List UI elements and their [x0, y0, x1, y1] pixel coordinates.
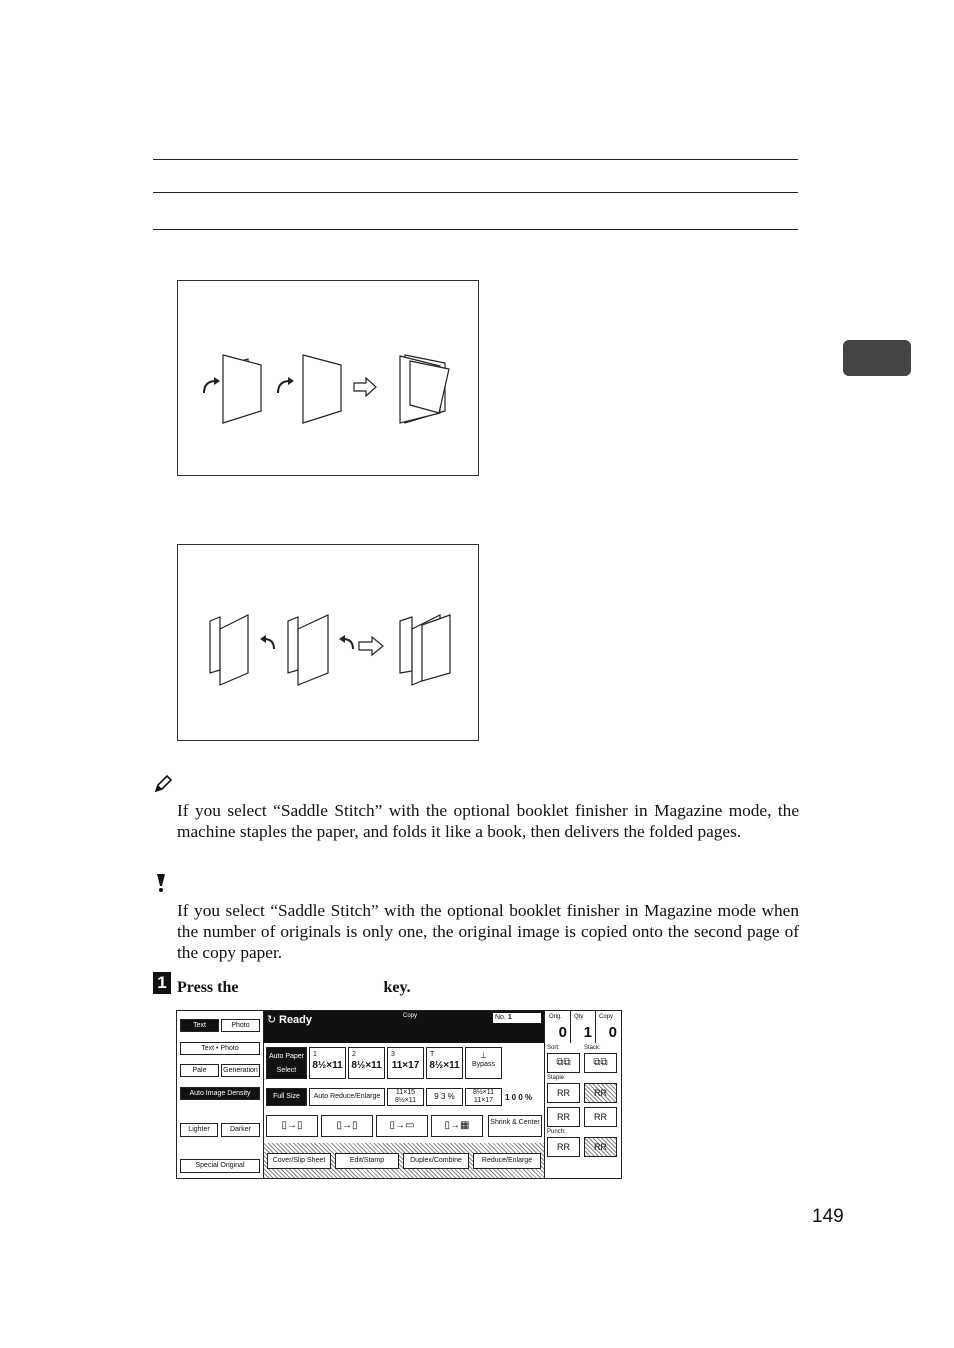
copier-control-panel	[176, 1010, 622, 1179]
header-rule-middle	[153, 192, 798, 193]
tray-1-number: 1	[313, 1051, 317, 1058]
counter-copy-value: 0	[608, 1024, 617, 1041]
shrink-center-key[interactable]: Shrink & Center	[488, 1115, 542, 1137]
duplex-combine-tab[interactable]: Duplex/Combine	[403, 1153, 469, 1169]
illustration-left-opening	[177, 280, 479, 476]
booklet-right-diagram	[178, 545, 478, 740]
counter-qty-value: 1	[583, 1024, 592, 1041]
ratio-8x11-bottom: 11×17	[473, 1097, 494, 1104]
job-number-value: 1	[507, 1014, 512, 1021]
auto-paper-select-key[interactable]: Auto Paper Select	[266, 1047, 307, 1079]
counter-qty-label: Qty	[574, 1014, 584, 1020]
limitation-text: If you select “Saddle Stitch” with the optional booklet finisher in Magazine mode when the number of originals is only one, the original image is copied onto the second page of the copy paper.	[177, 901, 799, 962]
special-original-key[interactable]: Special Original	[180, 1159, 260, 1173]
step-instruction	[177, 979, 411, 997]
panel-divider-right	[544, 1011, 545, 1178]
edit-stamp-tab[interactable]: Edit/Stamp	[335, 1153, 399, 1169]
step-text-after: key.	[383, 979, 411, 996]
page-number: 149	[812, 1206, 844, 1227]
pale-mode-key[interactable]: Pale	[180, 1064, 219, 1077]
reduce-enlarge-tab[interactable]: Reduce/Enlarge	[473, 1153, 541, 1169]
full-size-key[interactable]: Full Size	[266, 1088, 307, 1106]
counter-orig	[546, 1011, 571, 1043]
counter-orig-label: Orig.	[549, 1014, 563, 1020]
tray-1-size: 8½×11	[312, 1060, 343, 1071]
tray-2-key[interactable]	[348, 1047, 385, 1079]
sort-label: Sort:	[547, 1045, 560, 1051]
staple-double-key[interactable]: RR	[547, 1107, 580, 1127]
tray-1-key[interactable]	[309, 1047, 346, 1079]
stack-label: Stack:	[584, 1045, 601, 1051]
ratio-8x11-top: 8½×11	[472, 1089, 495, 1096]
counters-area	[546, 1011, 621, 1043]
job-number-label: No.	[495, 1014, 506, 1021]
punch-right-key: RR	[584, 1137, 617, 1157]
tray-3-key[interactable]	[387, 1047, 424, 1079]
auto-reduce-enlarge-key[interactable]: Auto Reduce/Enlarge	[309, 1088, 385, 1106]
booklet-left-diagram	[178, 281, 478, 475]
generation-mode-key[interactable]: Generation	[221, 1064, 260, 1077]
punch-left-key[interactable]: RR	[547, 1137, 580, 1157]
auto-image-density-key[interactable]: Auto Image Density	[180, 1087, 260, 1100]
ratio-93-key[interactable]: 9 3 %	[426, 1088, 463, 1106]
tray-3-number: 3	[391, 1051, 395, 1058]
ratio-8x11-key[interactable]	[465, 1088, 502, 1106]
current-ratio: 1 0 0 %	[505, 1093, 533, 1102]
header-rule-bottom	[153, 229, 798, 230]
counter-orig-value: 0	[558, 1024, 567, 1041]
lighter-key[interactable]: Lighter	[180, 1123, 218, 1137]
tray-t-size: 8½×11	[429, 1060, 460, 1071]
counter-copy-label: Copy	[599, 1014, 614, 1020]
header-rule-top	[153, 159, 798, 160]
refresh-icon: ↻	[267, 1014, 277, 1026]
staple-right-key: RR	[584, 1083, 617, 1103]
limitation-icon	[153, 872, 169, 894]
tray-t-key[interactable]	[426, 1047, 463, 1079]
photo-mode-key[interactable]: Photo	[221, 1019, 260, 1032]
bypass-icon: ⊥	[480, 1051, 487, 1060]
sort-key[interactable]: ⧉⧉	[547, 1053, 580, 1073]
cover-slip-sheet-tab[interactable]: Cover/Slip Sheet	[267, 1153, 331, 1169]
punch-label: Punch:	[547, 1129, 566, 1135]
staple-center-key[interactable]: RR	[584, 1107, 617, 1127]
staple-left-key[interactable]: RR	[547, 1083, 580, 1103]
layout-preset-2-key[interactable]: ▯→▯	[321, 1115, 373, 1137]
ratio-11x15-bottom: 8½×11	[394, 1097, 417, 1104]
chapter-tab	[843, 340, 911, 376]
bypass-label: Bypass	[472, 1061, 495, 1068]
tray-2-size: 8½×11	[351, 1060, 382, 1071]
staple-label: Staple:	[547, 1075, 566, 1081]
job-number-box	[493, 1013, 541, 1023]
layout-preset-3-key[interactable]: ▯→▭	[376, 1115, 428, 1137]
pencil-note-icon	[153, 774, 173, 794]
note-text: If you select “Saddle Stitch” with the optional booklet finisher in Magazine mode, the machine staples the paper, and folds it like a book, then delivers the folded pages.	[177, 801, 799, 841]
darker-key[interactable]: Darker	[221, 1123, 260, 1137]
ratio-11x15-top: 11×15	[395, 1089, 416, 1096]
status-text: Ready	[279, 1014, 313, 1026]
stack-key[interactable]: ⧉⧉	[584, 1053, 617, 1073]
status-bar	[263, 1011, 544, 1043]
step-text-before: Press the	[177, 979, 239, 996]
counter-copy	[596, 1011, 620, 1043]
step-number: 1	[153, 972, 171, 994]
text-photo-mode-key[interactable]: Text • Photo	[180, 1042, 260, 1055]
header-center-text: Copy	[403, 1013, 418, 1019]
counter-qty	[571, 1011, 596, 1043]
layout-preset-1-key[interactable]: ▯→▯	[266, 1115, 318, 1137]
text-mode-key[interactable]: Text	[180, 1019, 219, 1032]
illustration-right-opening	[177, 544, 479, 741]
tray-t-number: T	[430, 1051, 435, 1058]
tray-2-number: 2	[352, 1051, 356, 1058]
ratio-11x15-key[interactable]	[387, 1088, 424, 1106]
bypass-key[interactable]	[465, 1047, 502, 1079]
tray-3-size: 11×17	[391, 1060, 420, 1071]
layout-preset-4-key[interactable]: ▯→▦	[431, 1115, 483, 1137]
